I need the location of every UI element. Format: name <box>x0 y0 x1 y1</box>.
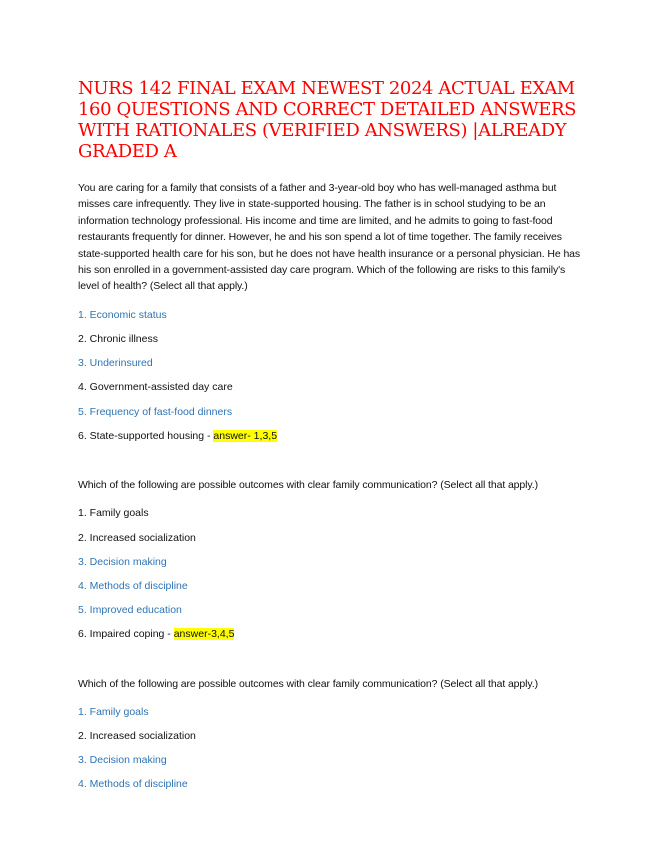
answer-option: 4. Government-assisted day care <box>78 381 233 394</box>
answer-option: 5. Improved education <box>78 604 182 617</box>
document-body <box>78 180 583 801</box>
answer-option-text: 6. State-supported housing - <box>78 429 214 442</box>
answer-option <box>78 626 583 650</box>
answer-option: 2. Increased socialization <box>78 730 196 743</box>
question-stem: Which of the following are possible outcomes with clear family communication? (Select all that apply.) <box>78 478 538 491</box>
answer-key-highlight: answer- 1,3,5 <box>213 429 278 442</box>
question-block-2 <box>78 477 583 651</box>
question-stem: You are caring for a family that consists of a father and 3-year-old boy who has well-managed asthma but misses care infrequently. They live in state-supported housing. The father is in school studying to be an information technology professional. His income and time are limited, and he admits to going to fast-food restaurants frequently for dinner. However, he and his son spend a lot of time together. The family receives state-supported health care for his son, but he does not have health insurance or a personal physician. He has his son enrolled in a government-assisted day care program. Which of the following are risks to this family's level of health? (Select all that apply.) <box>78 182 581 293</box>
answer-option: 1. Family goals <box>78 507 149 520</box>
answer-key-highlight: answer-3,4,5 <box>173 628 235 641</box>
question-block-3 <box>78 676 583 801</box>
answer-option: 5. Frequency of fast-food dinners <box>78 405 233 418</box>
answer-option-text: 6. Impaired coping - <box>78 628 174 641</box>
answer-option <box>78 428 583 452</box>
answer-option: 2. Increased socialization <box>78 531 196 544</box>
answer-option: 3. Decision making <box>78 754 167 767</box>
document-title: NURS 142 FINAL EXAM NEWEST 2024 ACTUAL EXAM 160 QUESTIONS AND CORRECT DETAILED ANSWERS WITH RATIONALES (VERIFIED ANSWERS) |ALREADY GRADED A <box>78 78 577 162</box>
answer-option: 1. Family goals <box>78 705 149 718</box>
question-block-1 <box>78 180 583 452</box>
answer-option: 4. Methods of discipline <box>78 778 188 791</box>
answer-option: 3. Decision making <box>78 555 167 568</box>
answer-option: 2. Chronic illness <box>78 333 158 346</box>
answer-option: 3. Underinsured <box>78 357 153 370</box>
question-stem: Which of the following are possible outcomes with clear family communication? (Select all that apply.) <box>78 677 538 690</box>
answer-option: 4. Methods of discipline <box>78 579 188 592</box>
answer-option: 1. Economic status <box>78 308 167 321</box>
